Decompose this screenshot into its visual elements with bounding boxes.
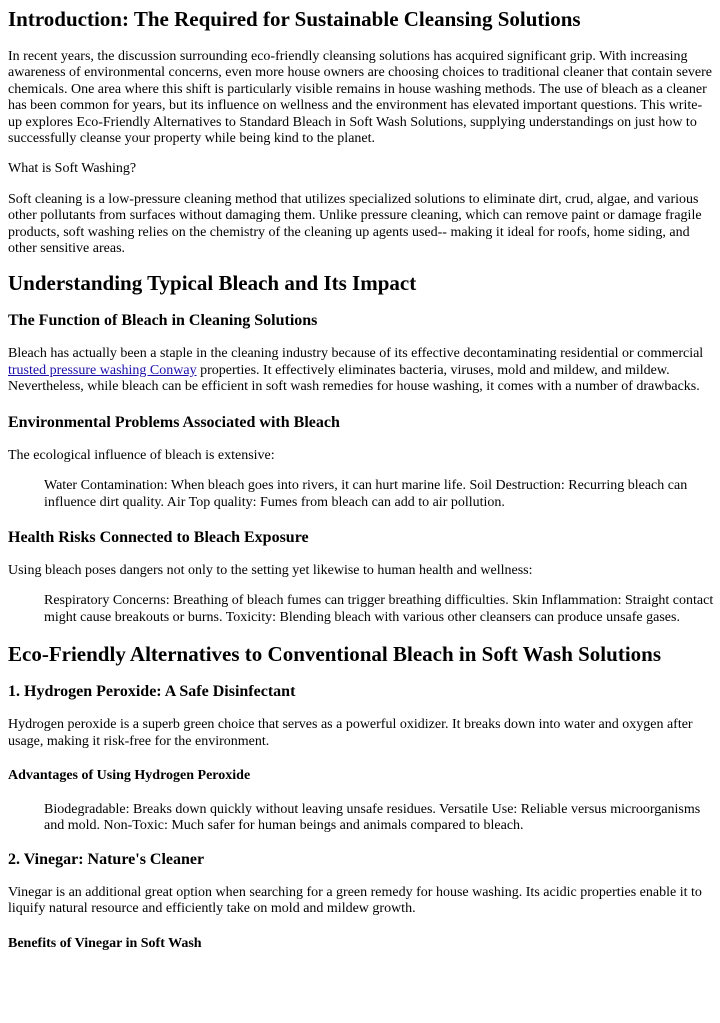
heading-function-of-bleach: The Function of Bleach in Cleaning Solutions bbox=[8, 312, 318, 330]
bleach-text-start: Bleach has actually been a staple in the cleaning industry because of its effective decontaminating residential or commercial bbox=[8, 346, 704, 362]
article bbox=[0, 6, 714, 953]
bleach-paragraph bbox=[8, 346, 714, 395]
bleach-text-end: properties. It effectively eliminates bacteria, viruses, mold and mildew, and mildew. Nevertheless, while bleach can be efficient in soft wash remedies for house washing, it comes with a number of drawbacks. bbox=[8, 362, 700, 395]
environmental-list: Water Contamination: When bleach goes into rivers, it can hurt marine life. Soil Destruction: Recurring bleach can influence dirt quality. Air Top quality: Fumes from bleach can add to air pollution. bbox=[44, 478, 688, 510]
advantages-list: Biodegradable: Breaks down quickly without leaving unsafe residues. Versatile Use: Reliable versus microorganisms and mold. Non-Toxic: Much safer for human beings and animals compared to bleach. bbox=[44, 801, 701, 834]
conway-link[interactable]: trusted pressure washing Conway bbox=[8, 362, 197, 378]
soft-washing-paragraph: Soft cleaning is a low-pressure cleaning method that utilizes specialized solutions to eliminate dirt, crud, algae, and various other pollutants from surfaces without damaging them. Unlike pressure cleaning, which can remove paint or damage fragile products, soft washing relies on the chemistry of the cleaning up agents used-- making it ideal for roofs, home siding, and other sensitive areas. bbox=[8, 191, 702, 257]
hydrogen-peroxide-paragraph: Hydrogen peroxide is a superb green choice that serves as a powerful oxidizer. It breaks down into water and oxygen after usage, making it risk-free for the environment. bbox=[8, 717, 693, 749]
heading-health-risks: Health Risks Connected to Bleach Exposure bbox=[8, 528, 309, 546]
what-is-soft-washing: What is Soft Washing? bbox=[8, 161, 137, 177]
heading-understanding-bleach: Understanding Typical Bleach and Its Impact bbox=[8, 271, 417, 296]
heading-environmental-problems: Environmental Problems Associated with Bleach bbox=[8, 413, 340, 431]
title-introduction: Introduction: The Required for Sustainable Cleansing Solutions bbox=[8, 7, 581, 31]
heading-advantages-peroxide: Advantages of Using Hydrogen Peroxide bbox=[8, 767, 251, 783]
intro-paragraph: In recent years, the discussion surrounding eco-friendly cleansing solutions has acquired significant grip. With increasing awareness of environmental concerns, even more house owners are choosing choices to traditional cleaner that contain severe chemicals. One area where this shift is particularly visible remains in house washing methods. The use of bleach as a cleaner has been common for years, but its influence on wellness and the environment has elevated important questions. This write-up explores Eco-Friendly Alternatives to Standard Bleach in Soft Wash Solutions, supplying understandings on just how to successfully cleanse your property while being kind to the planet. bbox=[8, 49, 712, 147]
health-list: Respiratory Concerns: Breathing of bleach fumes can trigger breathing difficulties. Skin Inflammation: Straight contact might cause breakouts or burns. Toxicity: Blending bleach with various other cleansers can produce unsafe gases. bbox=[44, 593, 714, 625]
heading-eco-alternatives: Eco-Friendly Alternatives to Conventional Bleach in Soft Wash Solutions bbox=[8, 642, 661, 667]
heading-benefits-vinegar: Benefits of Vinegar in Soft Wash bbox=[8, 935, 202, 951]
health-intro: Using bleach poses dangers not only to the setting yet likewise to human health and wellness: bbox=[8, 562, 533, 578]
environmental-intro: The ecological influence of bleach is extensive: bbox=[8, 447, 275, 463]
heading-vinegar: 2. Vinegar: Nature's Cleaner bbox=[8, 850, 205, 868]
heading-hydrogen-peroxide: 1. Hydrogen Peroxide: A Safe Disinfectant bbox=[8, 683, 296, 701]
vinegar-paragraph: Vinegar is an additional great option when searching for a green remedy for house washing. Its acidic properties enable it to liquify natural resource and efficiently take on mold and mildew growth. bbox=[8, 884, 702, 917]
